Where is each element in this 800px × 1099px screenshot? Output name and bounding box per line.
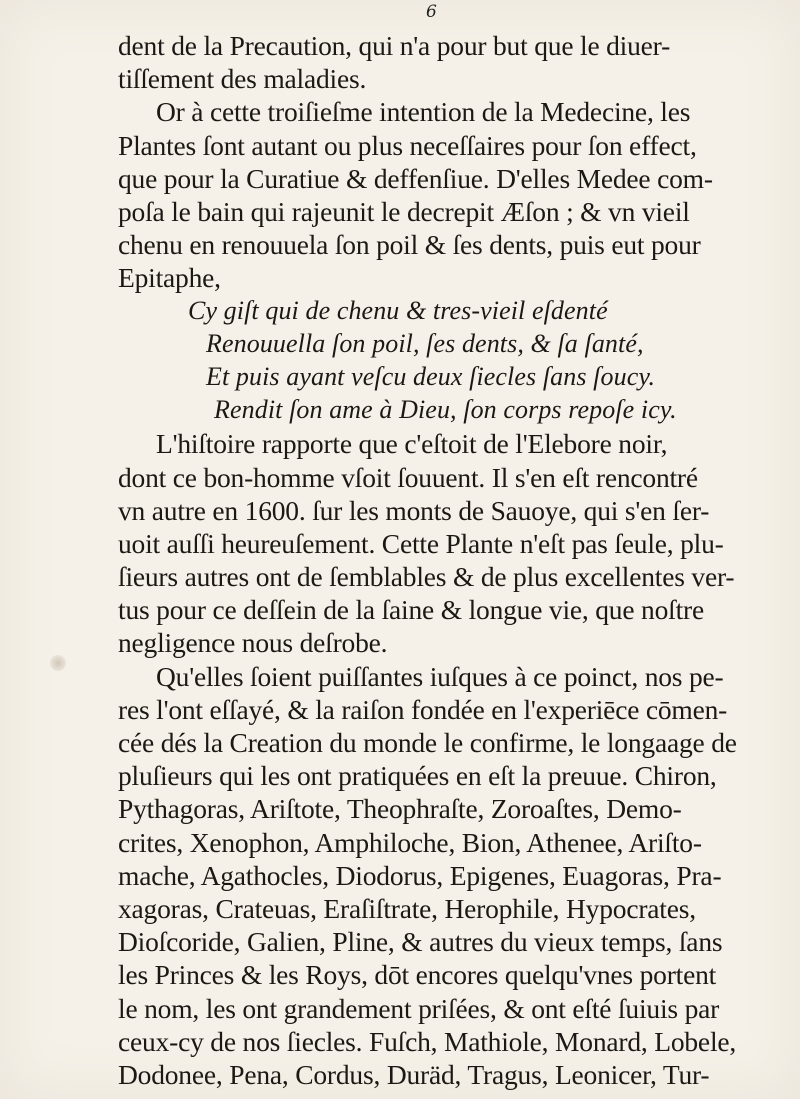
text-line: ceux-cy de nos ſiecles. Fuſch, Mathiole, Monard, Lobele, (118, 1025, 737, 1057)
text-line: dent de la Precaution, qui n'a pour but que le diuer- (118, 30, 671, 61)
paragraph-start-line: Or à cette troiſieſme intention de la Medecine, les (156, 96, 691, 128)
paragraph-start-line: L'hiſtoire rapporte que c'eſtoit de l'Elebore noir, (156, 428, 668, 460)
paragraph-start-line: Qu'elles ſoient puiſſantes iuſques à ce poinct, nos pe- (156, 660, 724, 692)
text-line: Epitaphe, (118, 262, 221, 294)
text-line: ſieurs autres ont de ſemblables & de plus excellentes ver- (118, 561, 735, 593)
epitaph-line: Et puis ayant veſcu deux ſiecles ſans ſoucy. (206, 361, 656, 391)
text-line: cée dés la Creation du monde le confirme, le longaage de (118, 727, 737, 759)
text-line: Plantes ſont autant ou plus neceſſaires pour ſon effect, (118, 129, 697, 161)
text-line: dont ce bon-homme vſoit ſouuent. Il s'en eſt rencontré (118, 461, 698, 493)
epitaph-line: Cy giſt qui de chenu & tres-vieil eſdenté (188, 295, 608, 325)
epitaph-line: Rendit ſon ame à Dieu, ſon corps repoſe icy. (214, 395, 677, 425)
text-line: crites, Xenophon, Amphiloche, Bion, Athenee, Ariſto- (118, 826, 702, 858)
text-line: tus pour ce deſſein de la ſaine & longue vie, que noſtre (118, 594, 704, 626)
text-line: Dodonee, Pena, Cordus, Duräd, Tragus, Leonicer, Tur- (118, 1059, 710, 1090)
text-line: pluſieurs qui les ont pratiquées en eſt la preuue. Chiron, (118, 760, 717, 792)
text-line: mache, Agathocles, Diodorus, Epigenes, Euagoras, Pra- (118, 859, 722, 891)
text-line: vn autre en 1600. ſur les monts de Sauoye, qui s'en ſer- (118, 494, 710, 526)
text-line: les Princes & les Roys, dōt encores quelqu'vnes portent (118, 959, 717, 991)
text-line: res l'ont eſſayé, & la raiſon fondée en l'experiēce cōmen- (118, 693, 728, 725)
page-number: 6 (426, 2, 437, 22)
text-line: tiſſement des maladies. (118, 63, 367, 95)
text-line: negligence nous deſrobe. (118, 627, 388, 659)
text-line: chenu en renouuela ſon poil & ſes dents, puis eut pour (118, 229, 701, 261)
text-line: poſa le bain qui rajeunit le decrepit Æſon ; & vn vieil (118, 195, 690, 227)
text-line: le nom, les ont grandement priſées, & ont eſté ſuiuis par (118, 992, 720, 1024)
text-line: Pythagoras, Ariſtote, Theophraſte, Zoroaſtes, Demo- (118, 793, 682, 825)
text-line: que pour la Curatiue & deffenſiue. D'elles Medee com- (118, 162, 713, 194)
text-line: xagoras, Crateuas, Eraſiſtrate, Herophile, Hypocrates, (118, 893, 696, 925)
ink-stain (50, 655, 66, 671)
text-line: Dioſcoride, Galien, Pline, & autres du vieux temps, ſans (118, 926, 723, 958)
text-line: uoit auſſi heureuſement. Cette Plante n'eſt pas ſeule, plu- (118, 527, 724, 559)
epitaph-line: Renouuella ſon poil, ſes dents, & ſa ſanté, (206, 328, 644, 358)
